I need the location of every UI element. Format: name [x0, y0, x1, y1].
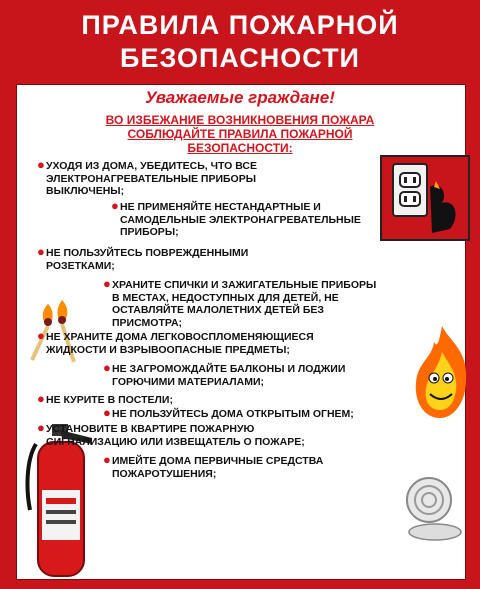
smoke-detector-icon — [395, 476, 467, 542]
bullet-icon: ● — [37, 391, 45, 406]
rule-item: ● НЕ ПОЛЬЗУЙТЕСЬ ПОВРЕЖДЕННЫМИ РОЗЕТКАМИ; — [37, 244, 249, 272]
rule-item: ● УСТАНОВИТЕ В КВАРТИРЕ ПОЖАРНУЮ СИГНАЛИЗАЦИЮ ИЛИ ИЗВЕЩАТЕЛЬ О ПОЖАРЕ; — [37, 420, 305, 448]
rule-item: ● НЕ ХРАНИТЕ ДОМА ЛЕГКОВОСПЛОМЕНЯЮЩИЕСЯ ЖИДКОСТИ И ВЗРЫВООПАСНЫЕ ПРЕДМЕТЫ; — [37, 328, 314, 356]
rule-item: ● НЕ ЗАГРОМОЖДАЙТЕ БАЛКОНЫ И ЛОДЖИИ ГОРЮЧИМИ МАТЕРИАЛАМИ; — [103, 360, 346, 388]
bullet-icon: ● — [103, 452, 111, 467]
bullet-icon: ● — [37, 157, 45, 172]
bullet-icon: ● — [37, 420, 45, 435]
subtitle-line-3: БЕЗОПАСНОСТИ: — [187, 141, 293, 155]
rule-item: ● НЕ ПОЛЬЗУЙТЕСЬ ДОМА ОТКРЫТЫМ ОГНЕМ; — [103, 405, 354, 420]
subtitle-line-2: СОБЛЮДАЙТЕ ПРАВИЛА ПОЖАРНОЙ — [127, 127, 353, 141]
bullet-icon: ● — [111, 198, 119, 213]
bullet-icon: ● — [37, 328, 45, 343]
greeting: Уважаемые граждане! — [145, 88, 335, 107]
poster-header — [0, 0, 480, 84]
rule-item: ● НЕ ПРИМЕНЯЙТЕ НЕСТАНДАРТНЫЕ И САМОДЕЛЬНЫЕ ЭЛЕКТРОНАГРЕВАТЕЛЬНЫЕ ПРИБОРЫ; — [111, 198, 361, 238]
rule-item: ● ХРАНИТЕ СПИЧКИ И ЗАЖИГАТЕЛЬНЫЕ ПРИБОРЫ В МЕСТАХ, НЕДОСТУПНЫХ ДЛЯ ДЕТЕЙ, НЕ ОСТАВЛЯЙТЕ МАЛОЛЕТНИХ ДЕТЕЙ БЕЗ ПРИСМОТРА; — [103, 276, 377, 329]
poster-title-line-2: БЕЗОПАСНОСТИ — [120, 43, 360, 73]
bullet-icon: ● — [103, 276, 111, 291]
rule-item: ● ИМЕЙТЕ ДОМА ПЕРВИЧНЫЕ СРЕДСТВА ПОЖАРОТУШЕНИЯ; — [103, 452, 324, 480]
burning-matches-icon — [22, 290, 102, 368]
subtitle-line-1: ВО ИЗБЕЖАНИЕ ВОЗНИКНОВЕНИЯ ПОЖАРА — [105, 113, 375, 127]
rule-item: ● НЕ КУРИТЕ В ПОСТЕЛИ; — [37, 391, 173, 406]
bullet-icon: ● — [37, 244, 45, 259]
poster-title-line-1: ПРАВИЛА ПОЖАРНОЙ — [81, 10, 399, 40]
bullet-icon: ● — [103, 360, 111, 375]
rule-item: ● УХОДЯ ИЗ ДОМА, УБЕДИТЕСЬ, ЧТО ВСЕ ЭЛЕКТРОНАГРЕВАТЕЛЬНЫЕ ПРИБОРЫ ВЫКЛЮЧЕНЫ; — [37, 157, 257, 197]
bullet-icon: ● — [103, 405, 111, 420]
